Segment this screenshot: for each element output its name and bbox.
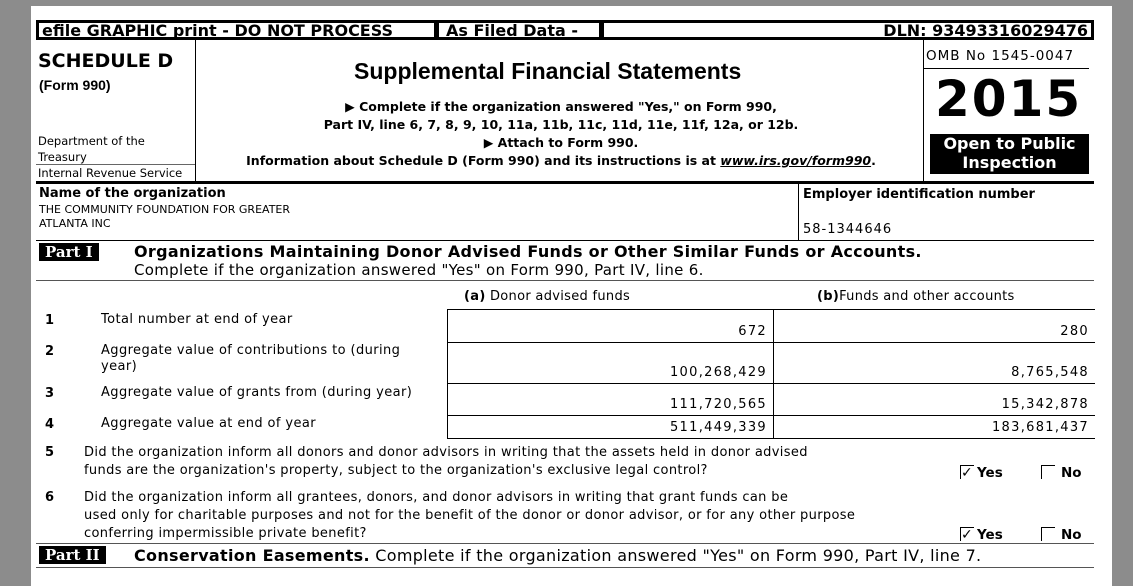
ein-divider — [798, 184, 799, 241]
check-icon: ✓ — [961, 465, 973, 481]
col-b-header — [817, 289, 1015, 304]
header-bottom-rule — [36, 181, 1094, 184]
row-number: 3 — [45, 386, 55, 401]
question-5-line-2: funds are the organization's property, subject to the organization's exclusive legal control? — [84, 463, 708, 478]
schedule-title: SCHEDULE D — [38, 50, 174, 72]
value-b: 183,681,437 — [991, 420, 1089, 435]
part-2-title: Conservation Easements. — [134, 546, 370, 565]
open-line-2: Inspection — [962, 153, 1057, 172]
value-a: 672 — [738, 324, 767, 339]
part-1-rule — [36, 280, 1094, 281]
part-1-subtitle: Complete if the organization answered "Yes" on Form 990, Part IV, line 6. — [134, 261, 704, 279]
cell-b-contributions — [773, 342, 1095, 384]
ein-label: Employer identification number — [803, 187, 1035, 202]
question-5-line-1: Did the organization inform all donors and donor advisors in writing that the assets held in donor advised — [84, 445, 808, 460]
part-1-tag: Part I — [39, 243, 99, 261]
q5-no-label: No — [1061, 465, 1082, 481]
cell-b-grants — [773, 383, 1095, 416]
row-label-cont: year) — [101, 359, 138, 374]
header-divider-right — [923, 40, 924, 182]
row-label: Aggregate value of contributions to (during — [101, 343, 401, 358]
row-number: 4 — [45, 417, 55, 432]
filed-banner-text: As Filed Data - — [446, 21, 578, 40]
form-page — [31, 6, 1112, 586]
dept-line-3: Internal Revenue Service — [38, 166, 183, 180]
dln-text: DLN: 93493316029476 — [883, 21, 1088, 40]
efile-banner-text: efile GRAPHIC print - DO NOT PROCESS — [42, 21, 394, 40]
q5-yes-label: Yes — [977, 465, 1003, 481]
part-2-rule — [36, 567, 1094, 568]
instruction-4-text: Information about Schedule D (Form 990) and its instructions is at — [246, 153, 721, 168]
form-number: (Form 990) — [39, 77, 111, 93]
instruction-1: ▶ Complete if the organization answered "Yes," on Form 990, — [345, 99, 777, 114]
value-a: 511,449,339 — [669, 420, 767, 435]
row-label: Aggregate value at end of year — [101, 416, 317, 431]
cell-b-end-value — [773, 415, 1095, 439]
cell-a-grants — [447, 383, 774, 416]
q6-yes-checkbox[interactable] — [960, 527, 974, 541]
instruction-2: Part IV, line 6, 7, 8, 9, 10, 11a, 11b, 11c, 11d, 11e, 11f, 12a, or 12b. — [323, 117, 799, 132]
filed-banner — [436, 20, 602, 40]
question-number: 6 — [45, 490, 55, 505]
part-1-title: Organizations Maintaining Donor Advised Funds or Other Similar Funds or Accounts. — [134, 242, 922, 261]
cell-a-total-number — [447, 309, 774, 343]
tax-year: 2015 — [935, 70, 1083, 128]
value-b: 15,342,878 — [1001, 397, 1089, 412]
cell-b-total-number — [773, 309, 1095, 343]
q5-no-checkbox[interactable] — [1041, 465, 1055, 479]
question-number: 5 — [45, 445, 55, 460]
q6-no-checkbox[interactable] — [1041, 527, 1055, 541]
instruction-4 — [201, 153, 921, 168]
check-icon: ✓ — [961, 527, 973, 543]
part-2-tag: Part II — [39, 546, 106, 564]
omb-number: OMB No 1545-0047 — [926, 48, 1075, 64]
value-b: 280 — [1060, 324, 1089, 339]
row-label: Aggregate value of grants from (during year) — [101, 385, 413, 400]
col-a-label: Donor advised funds — [485, 289, 631, 304]
org-name-label: Name of the organization — [39, 186, 226, 201]
question-6-line-2: used only for charitable purposes and not for the benefit of the donor or donor advisor, or for any other purpose — [84, 508, 856, 523]
cell-a-end-value — [447, 415, 774, 439]
part-1-bottom-rule — [36, 543, 1094, 544]
col-a-header — [464, 289, 630, 304]
open-to-public-badge — [930, 134, 1089, 174]
instruction-4-end: . — [871, 153, 876, 168]
col-b-prefix: (b) — [817, 289, 840, 304]
value-a: 111,720,565 — [669, 397, 767, 412]
part-2-heading — [134, 546, 981, 565]
dln-banner — [601, 20, 1094, 40]
q6-yes-label: Yes — [977, 527, 1003, 543]
row-label: Total number at end of year — [101, 312, 293, 327]
row-number: 2 — [45, 344, 55, 359]
header-divider-left — [195, 40, 196, 182]
org-name-line-2: ATLANTA INC — [39, 217, 111, 230]
col-b-label: Funds and other accounts — [839, 289, 1015, 304]
q5-yes-checkbox[interactable] — [960, 465, 974, 479]
question-6-line-1: Did the organization inform all grantees, donors, and donor advisors in writing that grant funds can be — [84, 490, 789, 505]
dept-line-2: Treasury — [38, 150, 87, 164]
efile-banner — [36, 20, 437, 40]
instruction-3: ▶ Attach to Form 990. — [483, 135, 639, 150]
open-line-1: Open to Public — [943, 134, 1076, 153]
org-bottom-rule — [36, 240, 1094, 241]
question-6-line-3: conferring impermissible private benefit? — [84, 526, 367, 541]
part-2-subtitle: Complete if the organization answered "Yes" on Form 990, Part IV, line 7. — [369, 546, 982, 565]
irs-link[interactable]: www.irs.gov/form990 — [720, 153, 872, 168]
form-title: Supplemental Financial Statements — [354, 58, 742, 84]
org-name-line-1: THE COMMUNITY FOUNDATION FOR GREATER — [39, 203, 291, 216]
ein-value: 58-1344646 — [803, 222, 893, 237]
cell-a-contributions — [447, 342, 774, 384]
dept-divider — [36, 164, 195, 165]
value-b: 8,765,548 — [1011, 365, 1089, 380]
dept-line-1: Department of the — [38, 134, 145, 148]
omb-divider — [923, 68, 1089, 69]
value-a: 100,268,429 — [669, 365, 767, 380]
row-number: 1 — [45, 313, 55, 328]
col-a-prefix: (a) — [464, 289, 486, 304]
q6-no-label: No — [1061, 527, 1082, 543]
